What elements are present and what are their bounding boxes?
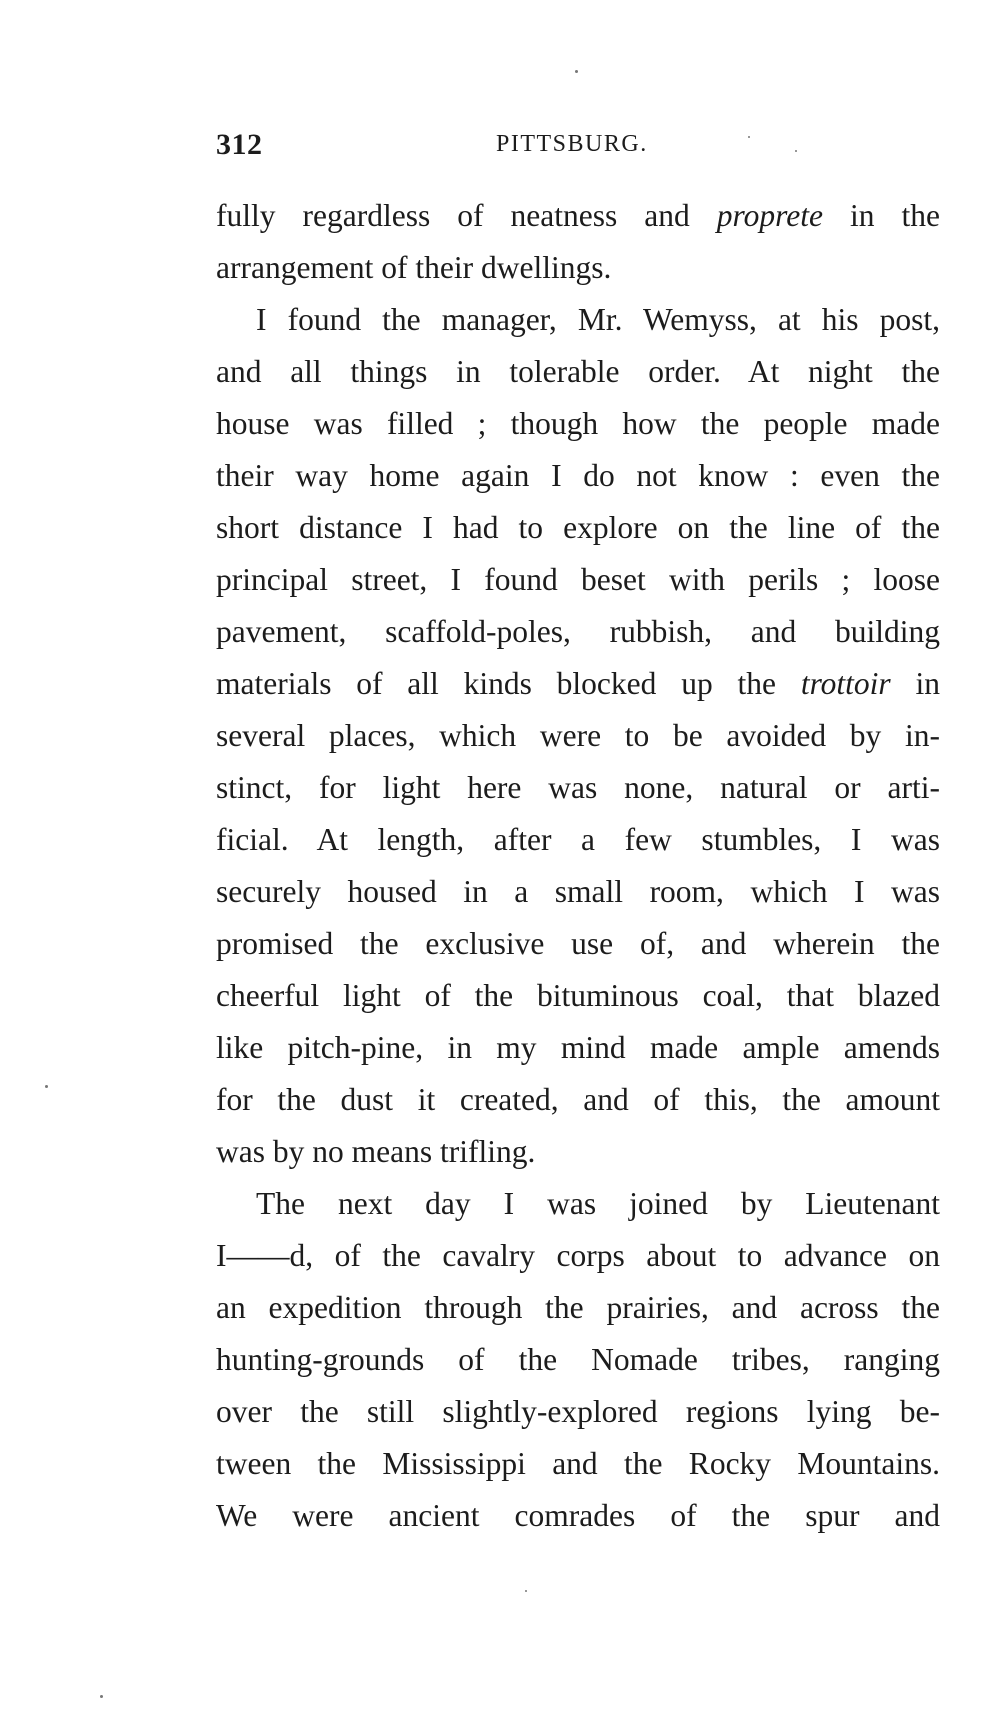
paper-speck <box>795 150 797 152</box>
paper-speck <box>100 1695 103 1698</box>
text-line: for the dust it created, and of this, the amount <box>216 1082 940 1117</box>
text-line: securely housed in a small room, which I was <box>216 874 940 909</box>
paper-speck <box>525 1590 527 1592</box>
paper-speck <box>575 70 578 73</box>
text-line: short distance I had to explore on the line of the <box>216 510 940 545</box>
text-line: hunting-grounds of the Nomade tribes, ranging <box>216 1342 940 1377</box>
text-line: house was filled ; though how the people made <box>216 406 940 441</box>
text-line: fully regardless of neatness and proprete in the <box>216 198 940 233</box>
page-number: 312 <box>216 128 263 161</box>
text-line: stinct, for light here was none, natural or arti- <box>216 770 940 805</box>
text-line: tween the Mississippi and the Rocky Mountains. <box>216 1446 940 1481</box>
body-text <box>216 190 940 1542</box>
text-line: materials of all kinds blocked up the trottoir in <box>216 666 940 701</box>
text-line: over the still slightly-explored regions lying be- <box>216 1394 940 1429</box>
text-line: principal street, I found beset with perils ; loose <box>216 562 940 597</box>
text-line: pavement, scaffold-poles, rubbish, and building <box>216 614 940 649</box>
text-line: I——d, of the cavalry corps about to advance on <box>216 1238 940 1273</box>
text-line: We were ancient comrades of the spur and <box>216 1498 940 1533</box>
text-line: an expedition through the prairies, and across the <box>216 1290 940 1325</box>
text-line: like pitch-pine, in my mind made ample amends <box>216 1030 940 1065</box>
text-line: arrangement of their dwellings. <box>216 250 612 285</box>
paper-speck <box>45 1085 48 1088</box>
paper-speck <box>748 136 750 138</box>
italic-word: trottoir <box>800 666 891 701</box>
text-line: and all things in tolerable order. At night the <box>216 354 940 389</box>
text-line: cheerful light of the bituminous coal, that blazed <box>216 978 940 1013</box>
text-line: The next day I was joined by Lieutenant <box>256 1186 940 1221</box>
text-line: ficial. At length, after a few stumbles, I was <box>216 822 940 857</box>
running-title: PITTSBURG. <box>496 131 648 157</box>
italic-word: proprete <box>716 198 823 233</box>
text-line: promised the exclusive use of, and wherein the <box>216 926 940 961</box>
text-line: was by no means trifling. <box>216 1134 536 1169</box>
text-line: I found the manager, Mr. Wemyss, at his post, <box>256 302 940 337</box>
running-head <box>216 128 716 168</box>
text-line: several places, which were to be avoided by in- <box>216 718 940 753</box>
text-line: their way home again I do not know : even the <box>216 458 940 493</box>
